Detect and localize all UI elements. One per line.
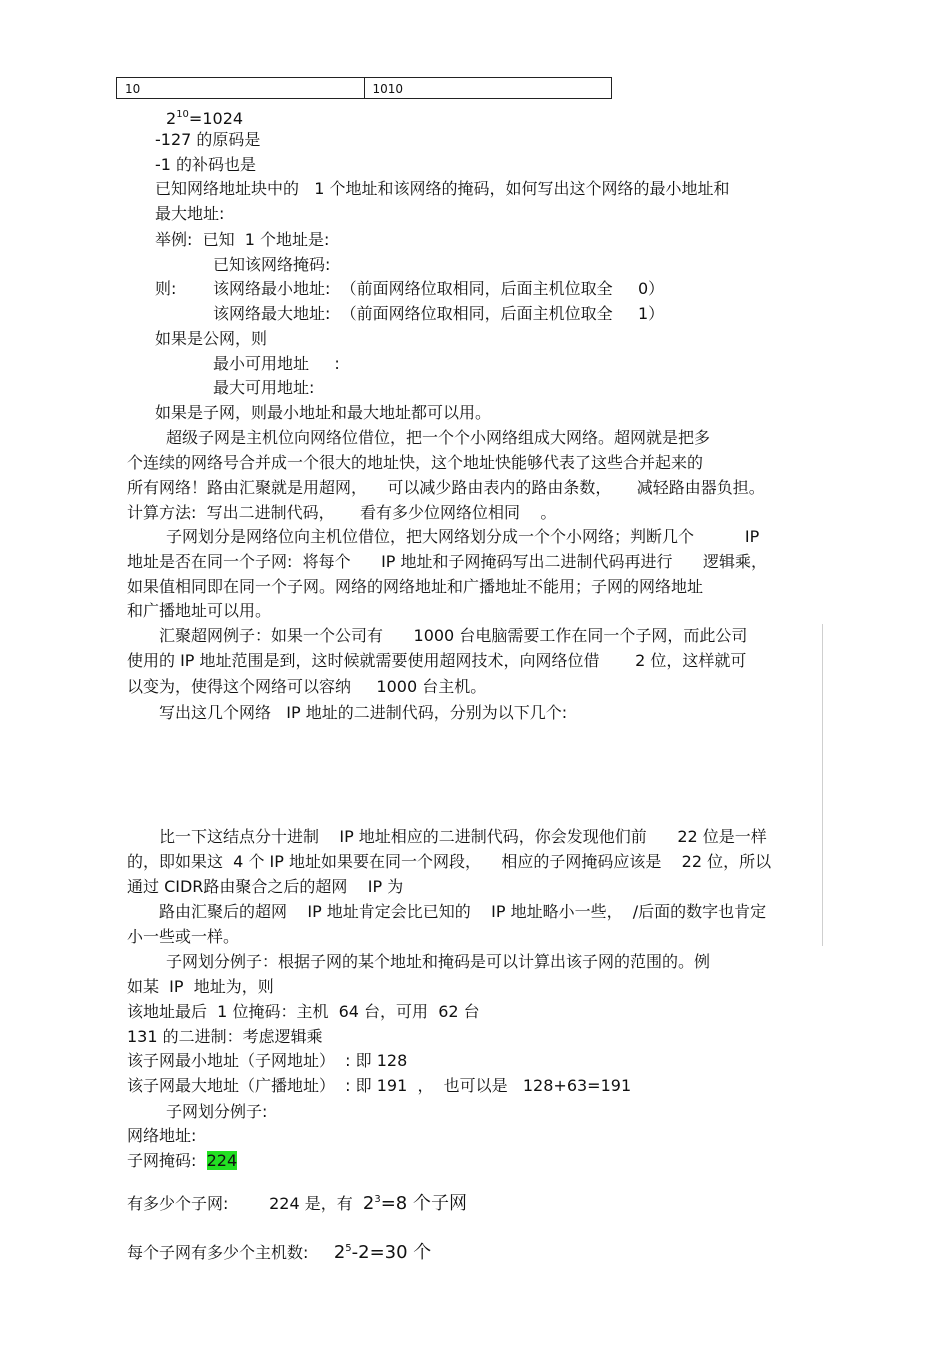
subnet-count-exp: 3 [374, 1194, 381, 1205]
subnet-count-line [127, 1189, 467, 1215]
binary-table-row [116, 77, 612, 99]
text-line: 131 的二进制：考虑逻辑乘 [127, 1027, 323, 1046]
text-line: 子网划分例子：根据子网的某个地址和掩码是可以计算出该子网的范围的。例 [166, 952, 711, 971]
text-line: 则: [155, 279, 177, 298]
text-line: 以变为，使得这个网络可以容纳 1000 台主机。 [127, 677, 487, 696]
text-line: 子网划分例子: [166, 1102, 268, 1121]
text-line: 计算方法: 写出二进制代码， 看有多少位网络位相同 。 [127, 503, 557, 522]
text-line: 该网络最小地址: （前面网络位取相同，后面主机位取全 0） [213, 279, 665, 298]
subnet-mask-label: 子网掩码: [127, 1151, 207, 1170]
text-line: 汇聚超网例子：如果一个公司有 1000 台电脑需要工作在同一个子网，而此公司 [159, 626, 748, 645]
text-line: 如果是子网，则最小地址和最大地址都可以用。 [155, 403, 492, 422]
text-line: 和广播地址可以用。 [127, 601, 272, 620]
subnet-count-label: 有多少个子网: 224 是，有 [127, 1194, 363, 1213]
margin-divider [822, 624, 823, 946]
text-line: 该子网最小地址（子网地址） : 即 128 [127, 1051, 408, 1070]
text-line: 最小可用地址 : [213, 354, 340, 373]
text-line: 所有网络！路由汇聚就是用超网， 可以减少路由表内的路由条数， 减轻路由器负担。 [127, 478, 765, 497]
table-cell-decimal: 10 [125, 82, 141, 96]
text-line: -127 的原码是 [155, 130, 261, 149]
text-line: 举例: 已知 1 个地址是: [155, 230, 330, 249]
text-line: 超级子网是主机位向网络位借位，把一个个小网络组成大网络。超网就是把多 [166, 428, 711, 447]
text-line: 写出这几个网络 IP 地址的二进制代码，分别为以下几个: [159, 703, 568, 722]
host-count-exp: 5 [345, 1243, 352, 1254]
host-count-line [127, 1238, 431, 1264]
subnet-mask-highlight: 224 [206, 1151, 238, 1170]
text-line: 该子网最大地址（广播地址） : 即 191 ， 也可以是 128+63=191 [127, 1076, 632, 1095]
power-base: 2 [166, 109, 177, 128]
text-line: 使用的 IP 地址范围是到，这时候就需要使用超网技术，向网络位借 2 位，这样就可 [127, 651, 747, 670]
text-line: 最大地址: [155, 204, 225, 223]
text-line: 小一些或一样。 [127, 927, 240, 946]
text-line: 路由汇聚后的超网 IP 地址肯定会比已知的 IP 地址略小一些， /后面的数字也肯定 [159, 902, 767, 921]
text-line: -1 的补码也是 [155, 155, 257, 174]
subnet-count-base: 2 [362, 1193, 375, 1214]
text-line: 最大可用地址: [213, 378, 315, 397]
subnet-count-rest: =8 个子网 [380, 1193, 467, 1214]
text-line: 个连续的网络号合并成一个很大的地址快，这个地址快能够代表了这些合并起来的 [127, 453, 704, 472]
text-line: 已知网络地址块中的 1 个地址和该网络的掩码，如何写出这个网络的最小地址和 [155, 179, 730, 198]
text-line: 网络地址: [127, 1126, 197, 1145]
text-line: 地址是否在同一个子网: 将每个 IP 地址和子网掩码写出二进制代码再进行 逻辑乘， [127, 552, 768, 571]
text-line: 比一下这结点分十进制 IP 地址相应的二进制代码，你会发现他们前 22 位是一样 [159, 827, 767, 846]
text-line: 通过 CIDR路由聚合之后的超网 IP 为 [127, 877, 404, 896]
table-cell-binary: 1010 [364, 78, 612, 98]
text-line: 该地址最后 1 位掩码：主机 64 台，可用 62 台 [127, 1002, 480, 1021]
subnet-mask-line [127, 1150, 237, 1172]
text-line: 如果值相同即在同一个子网。网络的网络地址和广播地址不能用；子网的网络地址 [127, 577, 704, 596]
text-line: 已知该网络掩码: [213, 255, 331, 274]
host-count-rest: -2=30 个 [351, 1242, 432, 1263]
text-line: 该网络最大地址: （前面网络位取相同，后面主机位取全 1） [213, 304, 665, 323]
text-line: 如果是公网，则 [155, 329, 268, 348]
host-count-label: 每个子网有多少个主机数: [127, 1243, 334, 1262]
text-line: 子网划分是网络位向主机位借位，把大网络划分成一个个小网络；判断几个 IP [166, 527, 760, 546]
power-exp: 10 [176, 109, 189, 120]
text-line: 的，即如果这 4 个 IP 地址如果要在同一个网段， 相应的子网掩码应该是 22 位，所以 [127, 852, 772, 871]
power-rest: =1024 [188, 109, 244, 128]
power-line [166, 104, 243, 130]
text-line: 如某 IP 地址为，则 [127, 977, 274, 996]
host-count-base: 2 [333, 1242, 346, 1263]
